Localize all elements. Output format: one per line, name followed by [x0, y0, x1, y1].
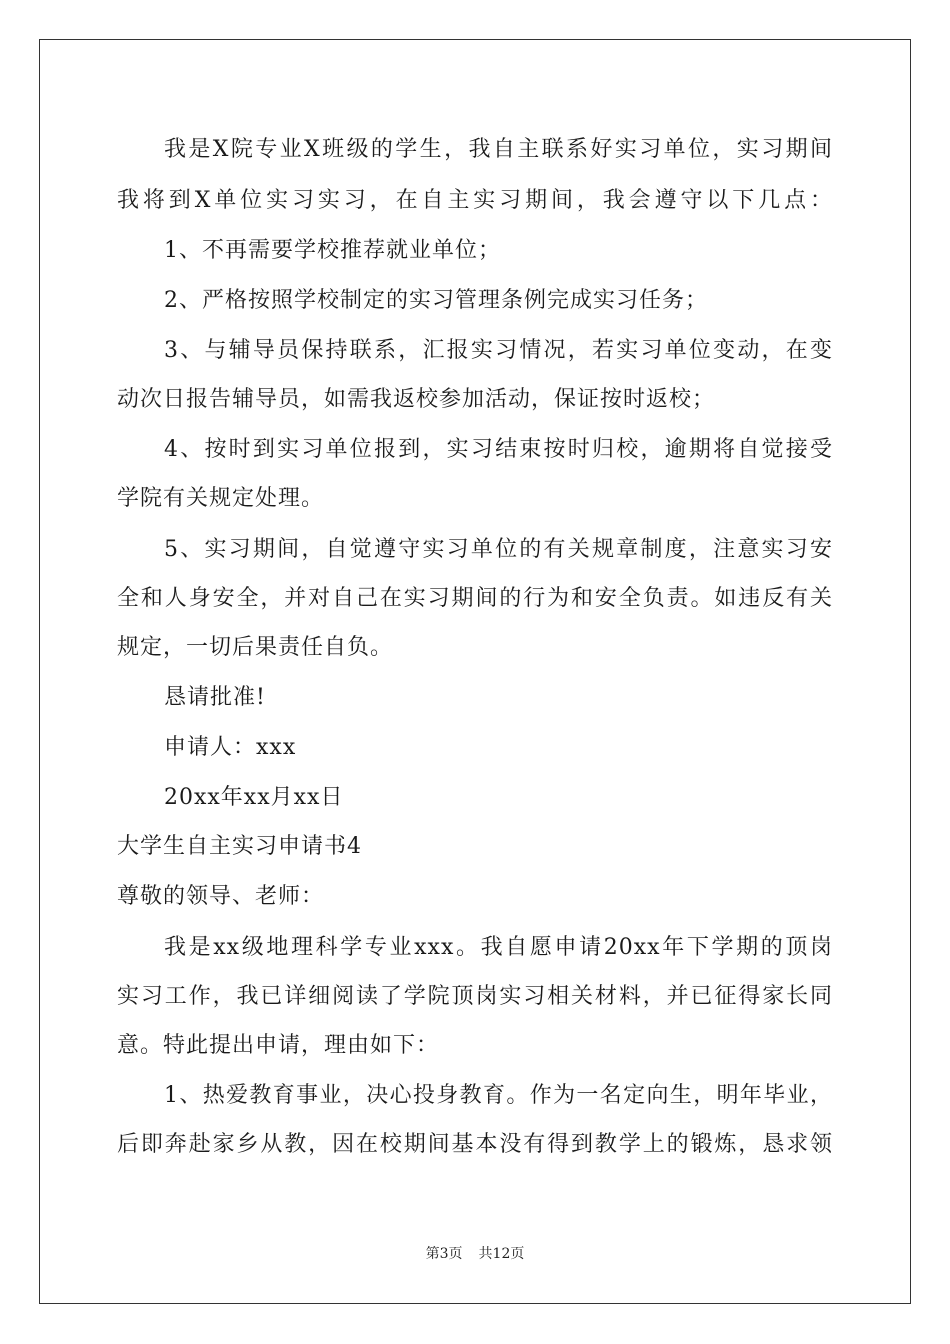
text-line: 恳请批准! [164, 685, 266, 710]
page-border [39, 39, 911, 1304]
page-footer [0, 1245, 950, 1263]
text-line: 我是X院专业X班级的学生，我自主联系好实习单位，实习期间 [164, 137, 833, 162]
text-line: 5、实习期间，自觉遵守实习单位的有关规章制度，注意实习安 [164, 537, 833, 562]
text-line: 1、热爱教育事业，决心投身教育。作为一名定向生，明年毕业， [164, 1083, 833, 1108]
salutation: 尊敬的领导、老师： [117, 884, 325, 909]
text-line: 4、按时到实习单位报到，实习结束按时归校，逾期将自觉接受 [164, 437, 833, 462]
text-line: 学院有关规定处理。 [117, 486, 325, 511]
text-line: 实习工作，我已详细阅读了学院顶岗实习相关材料，并已征得家长同 [117, 984, 833, 1009]
signature-date: 20xx年xx月xx日 [164, 785, 344, 810]
page-total: 共12页 [478, 1246, 525, 1262]
section-heading: 大学生自主实习申请书4 [117, 834, 362, 859]
text-line: 规定，一切后果责任自负。 [117, 635, 394, 660]
text-line: 3、与辅导员保持联系，汇报实习情况，若实习单位变动，在变 [164, 338, 833, 363]
text-line: 动次日报告辅导员，如需我返校参加活动，保证按时返校； [117, 387, 716, 412]
signature-applicant: 申请人：xxx [164, 735, 297, 760]
text-line: 意。特此提出申请，理由如下： [117, 1033, 440, 1058]
text-line: 1、不再需要学校推荐就业单位； [164, 238, 501, 263]
text-line: 全和人身安全，并对自己在实习期间的行为和安全负责。如违反有关 [117, 586, 833, 611]
text-line: 我将到X单位实习实习，在自主实习期间，我会遵守以下几点： [117, 188, 833, 213]
text-line: 2、严格按照学校制定的实习管理条例完成实习任务； [164, 288, 708, 313]
page-number: 第3页 [425, 1246, 463, 1262]
text-line: 我是xx级地理科学专业xxx。我自愿申请20xx年下学期的顶岗 [164, 935, 833, 960]
text-line: 后即奔赴家乡从教，因在校期间基本没有得到教学上的锻炼，恳求领 [117, 1132, 833, 1157]
